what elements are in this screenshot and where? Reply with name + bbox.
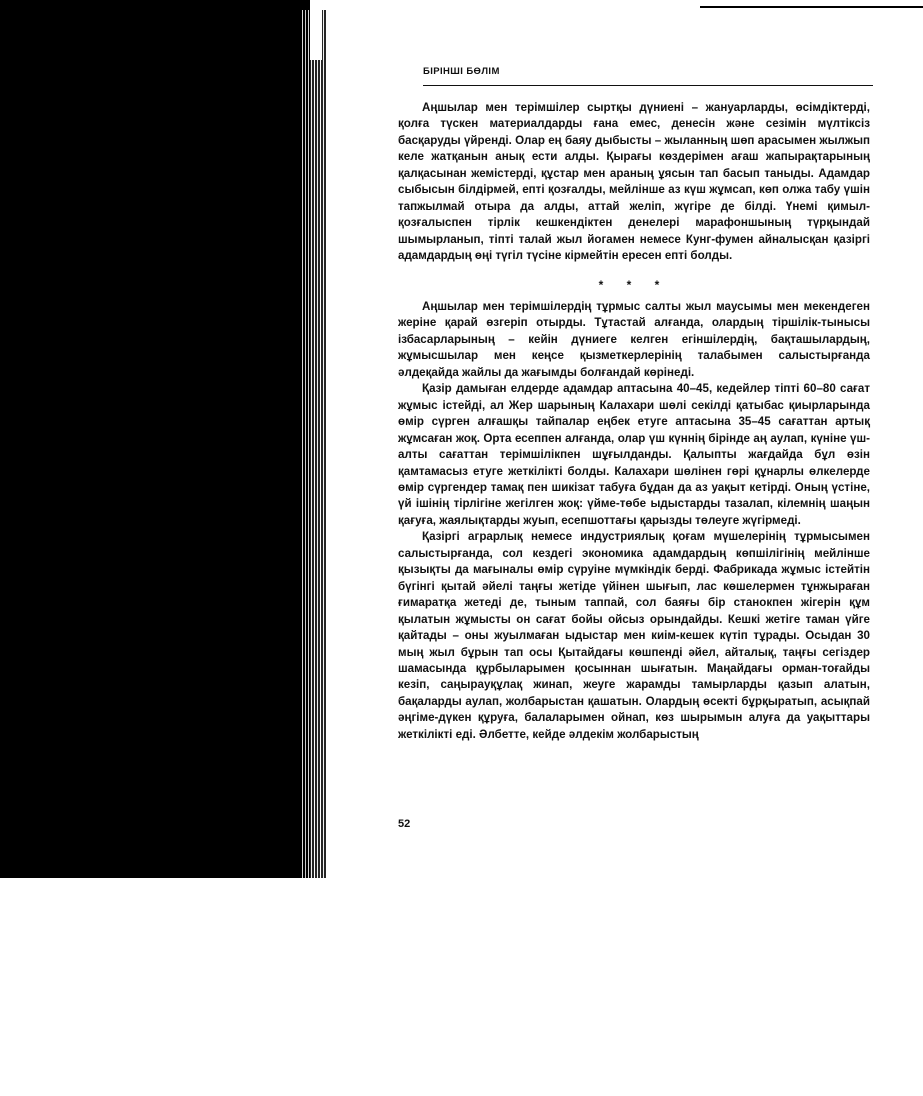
paragraph: Аңшылар мен терімшілердің тұрмыс салты жыл маусымы мен мекендеген жеріне қарай өзгеріп отырды. Тұтастай алғанда, олардың тіршілік-тынысы ізбасарларының – кейін дүниеге келген егіншілердің, бақташылардың, жұмысшылар мен кеңсе қызметкерлерінің талабымен салыстырғанда әлдеқайда жайлы да жағымды болғандай көрінеді. [398,299,870,379]
scan-bottom-edge [310,878,923,880]
header-rule [423,85,873,86]
scan-dark-margin [0,0,310,878]
running-head: БІРІНШІ БӨЛІМ [423,66,500,77]
paragraph: Қазіргі аграрлық немесе индустриялық қоғам мүшелерінің тұрмысымен салыстырғанда, сол кездегі экономика адамдардың көпшілігінің мейлінше қызықты да мағыналы өмір сүруіне мүмкіндік берді. Фабрикада жұмыс істейтін бүгінгі қытай әйелі таңғы жетіде үйінен шығып, лас көшелермен тұнжыраған ғимаратқа жетеді де, тыным таппай, сол баяғы бір станокпен жігерін құм қылатын жұмысты он сағат бойы ойсыз орындайды. Кешкі жетіге таман үйге қайтады – оны жуылмаған ыдыстар мен киім-кешек күтіп тұрады. Осыдан 30 мың жыл бұрын тап осы Қытайдағы көшпенді әйел, айталық, таңғы сегіздер шамасында құрбыларымен қосыннан шығатын. Маңайдағы орман-тоғайды кезіп, саңырауқұлақ жинап, жеуге жарамды тамырларды қазып алатын, бақаларды аулап, жолбарыстан қашатын. Олардың өсекті бұрқыратып, асықпай әңгіме-дүкен құруға, балаларымен ойнап, көз шырымын алуға да уақыттары жеткілікті еді. Әлбетте, кейде әлдекім жолбарыстың [398,530,870,741]
book-spine-gutter [300,10,326,878]
text-block-1 [398,100,870,265]
gutter-highlight [310,0,322,60]
paragraph: Аңшылар мен терімшілер сыртқы дүниені – жануарларды, өсімдіктерді, қолға түскен материалдарды ғана емес, денесін және сезімін мүлтіксіз басқаруды үйренді. Олар ең баяу дыбысты – жыланның шөп арасымен жылжып келе жатқанын анық ести алды. Қырағы көздерімен ағаш жапырақтарының қалқасынан жемістерді, құстар мен араның ұясын тап басып таныды. Адамдар сыбысын білдірмей, епті қозғалды, мейлінше аз күш жұмсап, көп олжа табу үшін тапжылмай отыра да алды, аттай желіп, жүгіре де білді. Үнемі қимыл-қозғалыспен тірлік кешкендіктен денелері марафоншының түрқындай шымырланып, тіпті талай жыл йогамен немесе Кунг-фумен айналысқан қазіргі адамдардың өңі түгіл түсіне кірмейтін ересен епті болды. [398,101,870,263]
book-page [398,66,870,743]
page-number: 52 [398,818,411,830]
section-separator: * * * [598,277,670,292]
page-content [398,100,870,743]
text-block-2 [398,299,870,743]
paragraph: Қазір дамыған елдерде адамдар аптасына 40–45, кедейлер тіпті 60–80 сағат жұмыс істейді, ал Жер шарының Калахари шөлі секілді қатыбас қиырларында өмір сүрген алғашқы тайпалар еңбек етуге аптасына 35–45 сағаттан артық жұмсаған жоқ. Орта есеппен алғанда, олар үш күннің бірінде аң аулап, күніне үш-алты сағаттан терімшілікпен шұғылданды. Қалыпты жағдайда бұл өзін қамтамасыз етуге жеткілікті болды. Калахари шөлінен гөрі құнарлы өлкелерде өмір сүргендер тамақ пен шикізат табуға бұдан да аз уақыт кетірді. Оның үстіне, үй ішінің тірлігіне жегілген жоқ: үйме-төбе ыдыстарды тазалап, кілемнің шаңын қағуға, жаялықтарды жуып, есепшоттағы қарызды төлеуге жүгірмеді. [398,382,870,527]
scan-top-edge [700,6,923,8]
